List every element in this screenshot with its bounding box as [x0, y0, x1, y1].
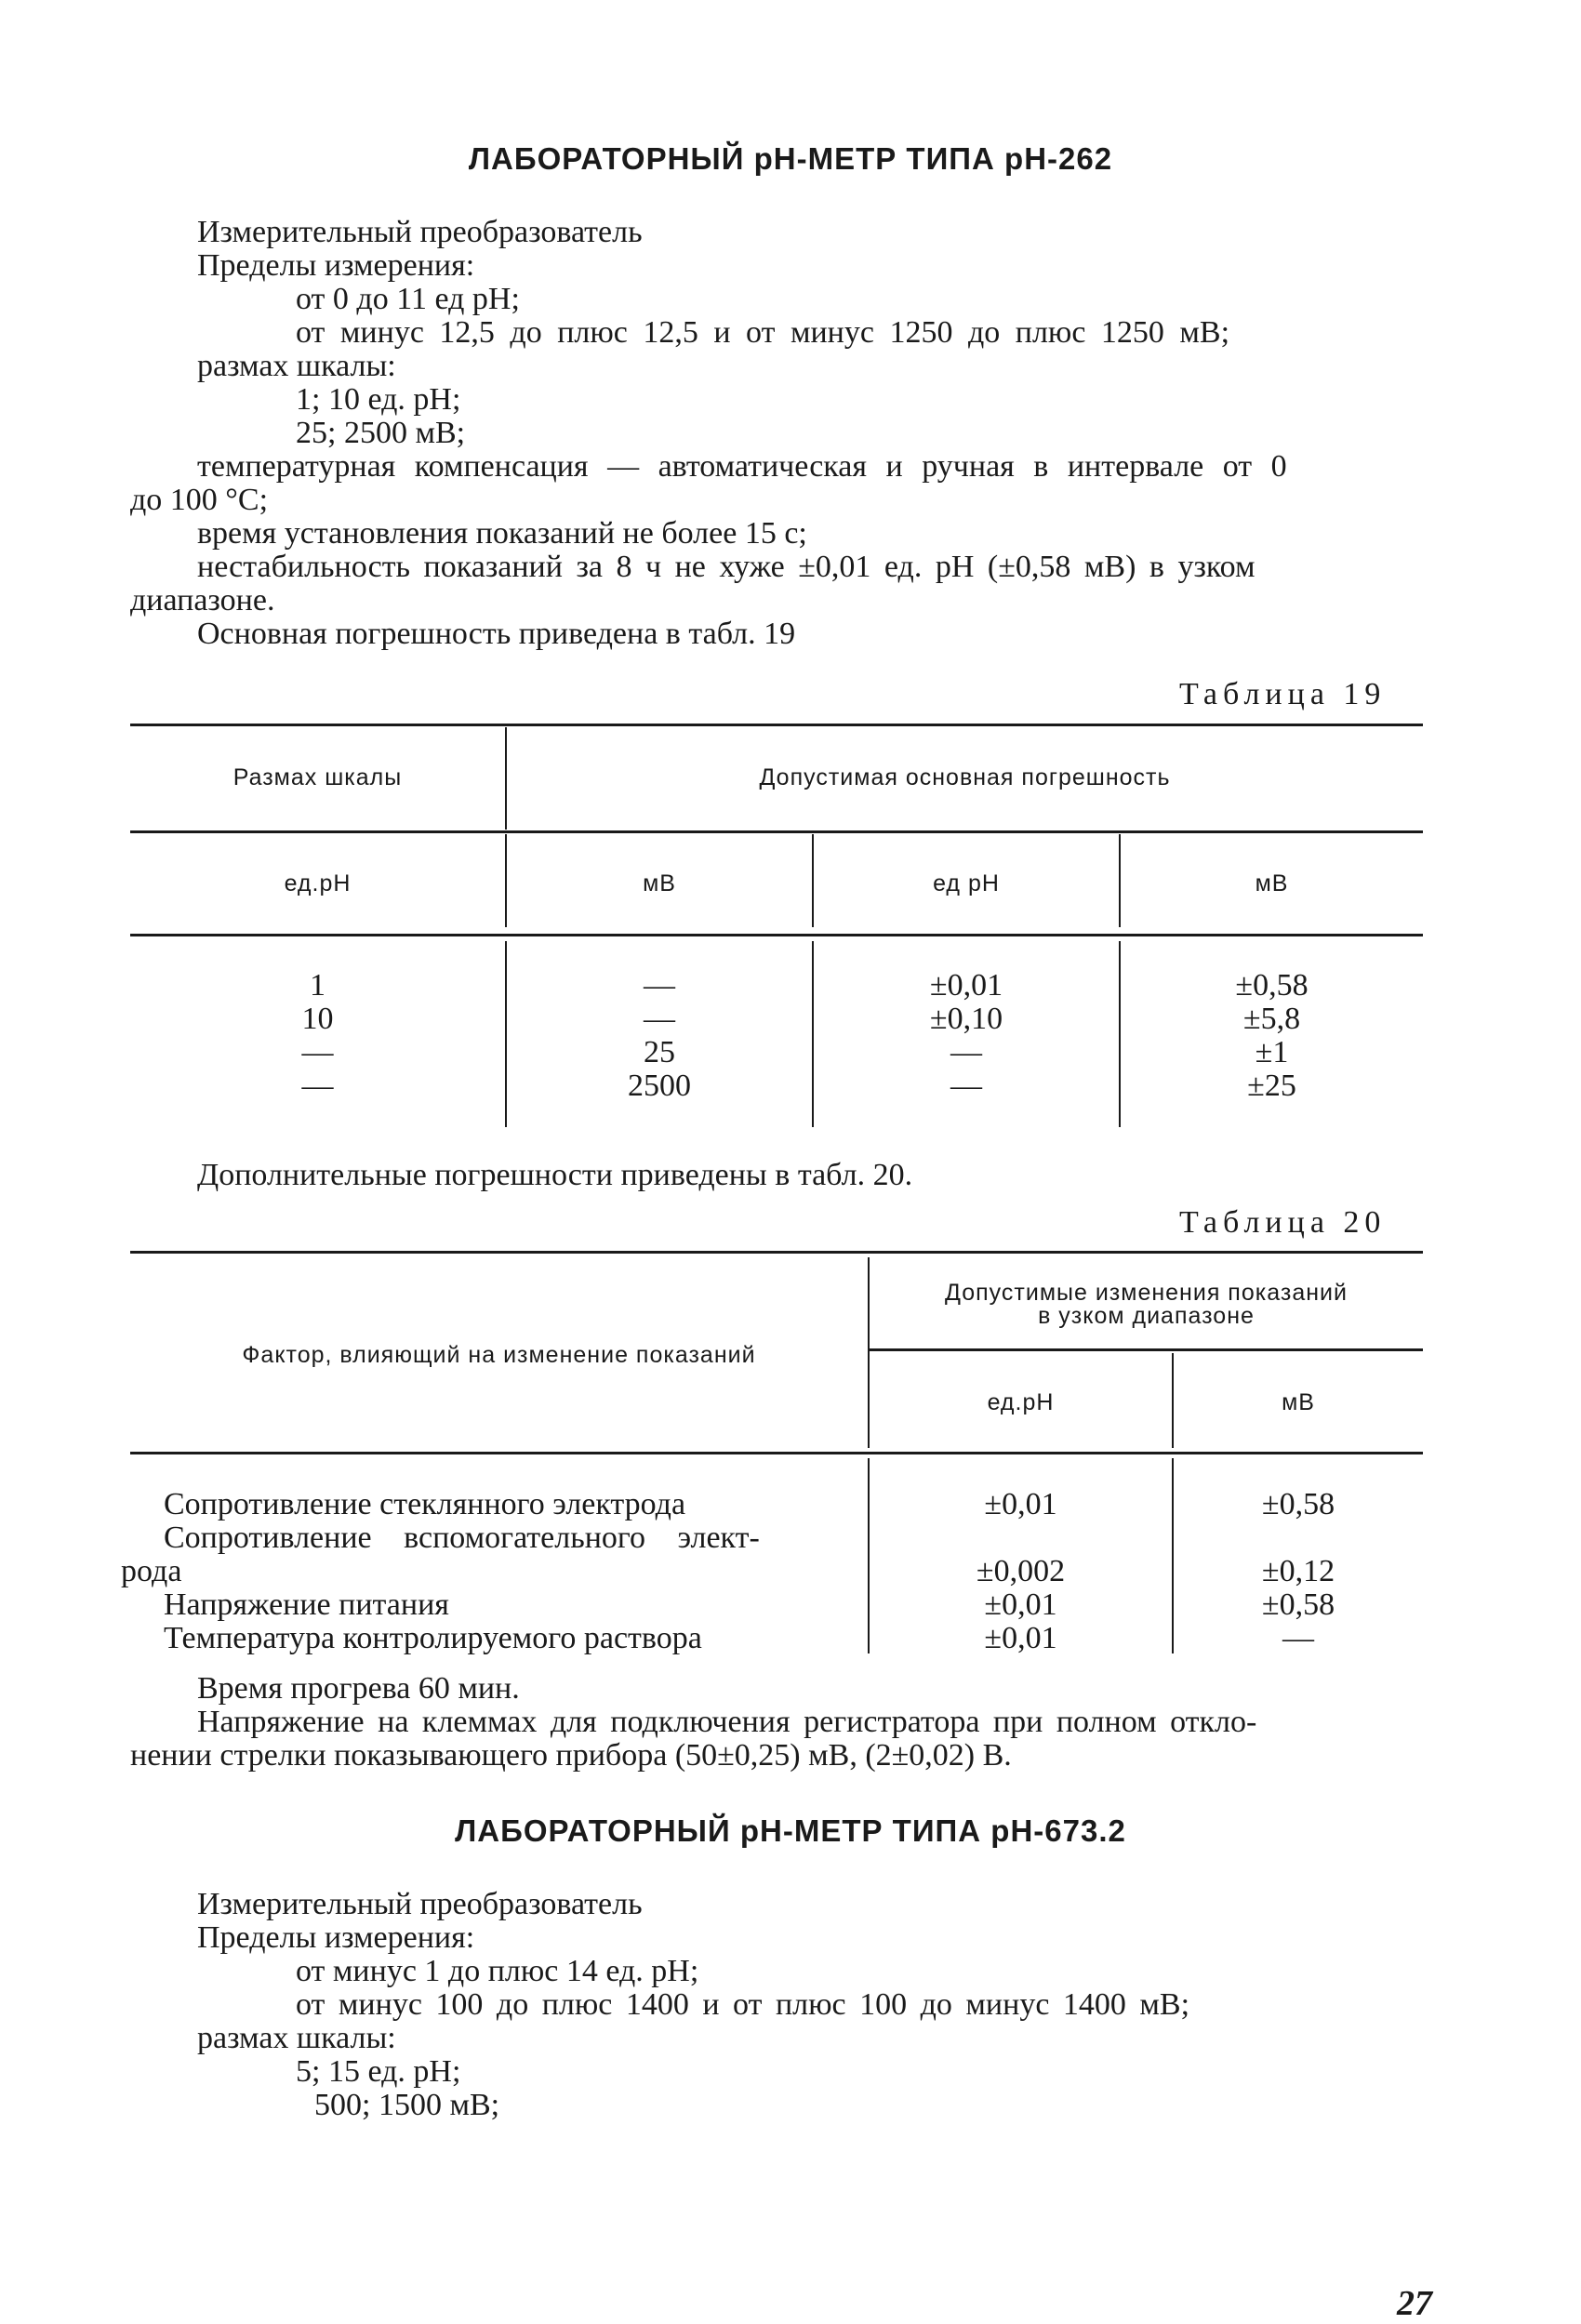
table-caption: Таблица 19: [1179, 677, 1387, 711]
table-rule: [130, 1452, 1423, 1454]
column-subheader: ед pH: [933, 870, 1000, 896]
table-cell: ±0,12: [1261, 1554, 1335, 1588]
table-cell: ±25: [1247, 1069, 1296, 1103]
table-cell: —: [950, 1069, 982, 1103]
table-cell: ±0,01: [984, 1621, 1057, 1655]
column-header: в узком диапазоне: [1038, 1303, 1255, 1329]
table-rule: [130, 724, 1423, 726]
text-line: Время прогрева 60 мин.: [197, 1671, 520, 1706]
text-line: Пределы измерения:: [197, 248, 475, 283]
table-caption: Таблица 20: [1179, 1205, 1387, 1240]
column-header: Допустимые изменения показаний: [945, 1280, 1348, 1306]
column-header: Допустимая основная погрешность: [759, 764, 1171, 790]
factor-cell: Напряжение питания: [164, 1587, 449, 1622]
table-cell: ±0,01: [984, 1487, 1057, 1521]
table-cell: 1: [310, 968, 326, 1003]
table-cell: 25: [644, 1035, 675, 1069]
table-cell: ±0,58: [1235, 968, 1309, 1003]
text-line: Дополнительные погрешности приведены в табл. 20.: [197, 1158, 913, 1192]
table-column: [814, 969, 1119, 1103]
text-line: нении стрелки показывающего прибора (50±0,25) мВ, (2±0,02) В.: [130, 1738, 1012, 1773]
table-cell: —: [301, 1069, 334, 1103]
text-line: Пределы измерения:: [197, 1920, 475, 1955]
table-cell: 2500: [628, 1069, 691, 1103]
text-line: размах шкалы:: [197, 349, 396, 383]
table-cell: —: [950, 1035, 982, 1069]
table-cell: ±0,01: [984, 1587, 1057, 1622]
factor-cell: Сопротивление вспомогательного элект-: [164, 1521, 760, 1555]
table-cell: —: [644, 968, 675, 1003]
text-line: от минус 1 до плюс 14 ед. pH;: [296, 1954, 699, 1988]
table-column: [507, 969, 812, 1103]
table-rule: [130, 934, 1423, 936]
table-column: [1174, 1488, 1423, 1655]
text-line: размах шкалы:: [197, 2021, 396, 2055]
table-cell: ±0,58: [1261, 1487, 1335, 1521]
factor-cell: Температура контролируемого раствора: [164, 1621, 702, 1655]
text-line: до 100 °С;: [130, 483, 269, 517]
factor-cell: Сопротивление стеклянного электрода: [164, 1487, 686, 1521]
column-header: Размах шкалы: [232, 764, 403, 790]
table-cell: —: [644, 1002, 675, 1036]
table-column: [130, 969, 505, 1103]
factor-cell: рода: [121, 1554, 182, 1588]
text-line: Напряжение на клеммах для подключения регистратора при полном откло-: [197, 1705, 1257, 1739]
column-subheader: мВ: [1255, 870, 1289, 896]
table-cell: 10: [301, 1002, 334, 1036]
table-cell: —: [1282, 1621, 1314, 1655]
column-subheader: мВ: [1282, 1389, 1315, 1415]
text-line: Измерительный преобразователь: [197, 1887, 643, 1921]
column-header: Фактор, влияющий на изменение показаний: [242, 1342, 756, 1368]
table-rule: [868, 1348, 1423, 1351]
table-rule: [130, 1251, 1423, 1254]
table-cell: ±0,01: [929, 968, 1003, 1003]
text-line: 500; 1500 мВ;: [314, 2088, 500, 2122]
table-cell: [1174, 1521, 1423, 1555]
table-column: [870, 1488, 1172, 1655]
table-cell: ±0,58: [1261, 1587, 1335, 1622]
column-subheader: ед.pH: [284, 870, 352, 896]
table-cell: ±1: [1255, 1035, 1289, 1069]
page-number: 27: [1397, 2284, 1432, 2323]
column-subheader: мВ: [643, 870, 676, 896]
text-line: 5; 15 ед. pH;: [296, 2054, 461, 2089]
section-title: ЛАБОРАТОРНЫЙ pH-МЕТР ТИПА pH-262: [468, 141, 1113, 176]
text-line: от минус 100 до плюс 1400 и от плюс 100 до минус 1400 мВ;: [296, 1987, 1190, 2022]
table-cell: ±5,8: [1242, 1002, 1301, 1036]
text-line: Основная погрешность приведена в табл. 19: [197, 617, 796, 651]
text-line: 1; 10 ед. pH;: [296, 382, 461, 417]
text-line: от минус 12,5 до плюс 12,5 и от минус 1250 до плюс 1250 мВ;: [296, 315, 1230, 350]
text-line: диапазоне.: [130, 583, 275, 618]
text-line: температурная компенсация — автоматическая и ручная в интервале от 0: [197, 449, 1287, 484]
text-line: Измерительный преобразователь: [197, 215, 643, 249]
table-cell: [870, 1521, 1172, 1555]
text-line: от 0 до 11 ед pH;: [296, 282, 520, 316]
table-cell: ±0,002: [976, 1554, 1066, 1588]
column-subheader: ед.pH: [987, 1389, 1055, 1415]
text-line: 25; 2500 мВ;: [296, 416, 466, 450]
table-cell: ±0,10: [929, 1002, 1003, 1036]
text-line: нестабильность показаний за 8 ч не хуже ±0,01 ед. pH (±0,58 мВ) в узком: [197, 550, 1256, 584]
text-line: время установления показаний не более 15 с;: [197, 516, 807, 551]
section-title: ЛАБОРАТОРНЫЙ pH-МЕТР ТИПА pH-673.2: [455, 1813, 1126, 1848]
table-column: [1121, 969, 1423, 1103]
table-rule: [130, 830, 1423, 833]
table-cell: —: [301, 1035, 334, 1069]
